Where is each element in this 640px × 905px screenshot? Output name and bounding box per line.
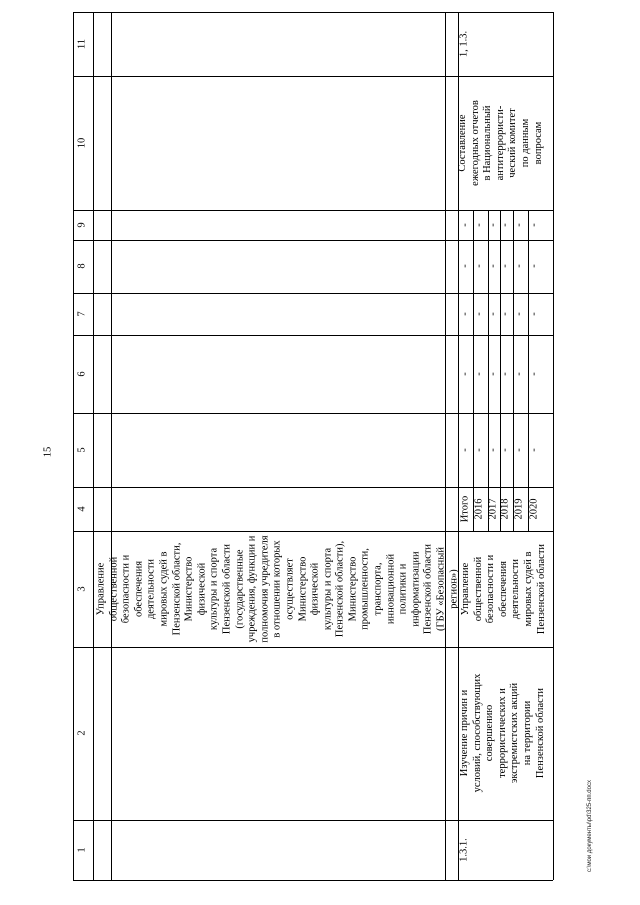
dash-col9-row3: - [499, 223, 511, 227]
dash-col7-row3: - [499, 312, 511, 316]
measure-text: Изучение причин и условий, способствующих совершению террористических и экстремистских акций на территории Пензенской области [458, 673, 546, 793]
dash-col8-row4: - [513, 264, 525, 268]
dash-col5-row3: - [499, 448, 511, 452]
year-2018: 2018 [499, 498, 511, 520]
year-2020: 2020 [528, 498, 540, 520]
dash-col9-row5: - [528, 223, 540, 227]
dash-col8-row2: - [487, 264, 499, 268]
dash-col7-row2: - [487, 312, 499, 316]
col-header-9: 9 [76, 222, 88, 228]
dash-col7-row4: - [513, 312, 525, 316]
page-number: 15 [42, 446, 54, 458]
year-2016: 2016 [473, 498, 485, 520]
dash-col7-row0: - [459, 312, 471, 316]
year-2017: 2017 [487, 498, 499, 520]
dash-col5-row1: - [473, 448, 485, 452]
dash-col5-row5: - [528, 448, 540, 452]
dash-col9-row4: - [513, 223, 525, 227]
col-header-7: 7 [76, 311, 88, 317]
dash-col9-row1: - [473, 223, 485, 227]
dash-col8-row5: - [528, 264, 540, 268]
year-2019: 2019 [513, 498, 525, 520]
footer-file-path: c:\мои документы\pd\325-пп.docx [587, 780, 593, 872]
executor-text: Управление общественной безопасности и обеспечения деятельности мировых судей в Пензенской области [459, 543, 547, 635]
row-number: 1.3.1. [458, 838, 470, 862]
dash-col9-row0: - [459, 223, 471, 227]
executor-continuation-text: Управление общественной безопасности и обеспечения деятельности мировых судей в Пензенской области, Министерство физической культуры и спорта Пензенской области (государственные учреждения, функции и полномочия учредителя в отношении которых осуществляет Министерство физической культуры и спорта Пензенской области), Министерство промышленности, транспорта, инновационной политики и информатизации Пензенской области (ГБУ «Безопасный регион») [95, 535, 460, 643]
col-header-1: 1 [76, 847, 88, 853]
dash-col6-row4: - [513, 372, 525, 376]
dash-col7-row5: - [528, 312, 540, 316]
dash-col8-row1: - [473, 264, 485, 268]
col-header-8: 8 [76, 263, 88, 269]
col-header-2: 2 [76, 730, 88, 736]
dash-col7-row1: - [473, 312, 485, 316]
col-header-5: 5 [76, 447, 88, 453]
dash-col6-row0: - [459, 372, 471, 376]
dash-col6-row3: - [499, 372, 511, 376]
col-header-4: 4 [76, 506, 88, 512]
dash-col9-row2: - [487, 223, 499, 227]
col-header-3: 3 [76, 586, 88, 592]
dash-col5-row0: - [459, 448, 471, 452]
col-header-10: 10 [76, 137, 88, 149]
dash-col5-row2: - [487, 448, 499, 452]
dash-col6-row2: - [487, 372, 499, 376]
col-header-6: 6 [76, 371, 88, 377]
col-header-11: 11 [76, 38, 88, 50]
year-total: Итого [459, 495, 471, 523]
dash-col5-row4: - [513, 448, 525, 452]
dash-col6-row5: - [528, 372, 540, 376]
dash-col8-row0: - [459, 264, 471, 268]
result-text: Составление ежегодных отчетов в Национальный антитеррористи- ческий комитет по данным вопросам [456, 100, 544, 186]
link-text: 1, 1.3. [458, 30, 470, 58]
dash-col8-row3: - [499, 264, 511, 268]
dash-col6-row1: - [473, 372, 485, 376]
